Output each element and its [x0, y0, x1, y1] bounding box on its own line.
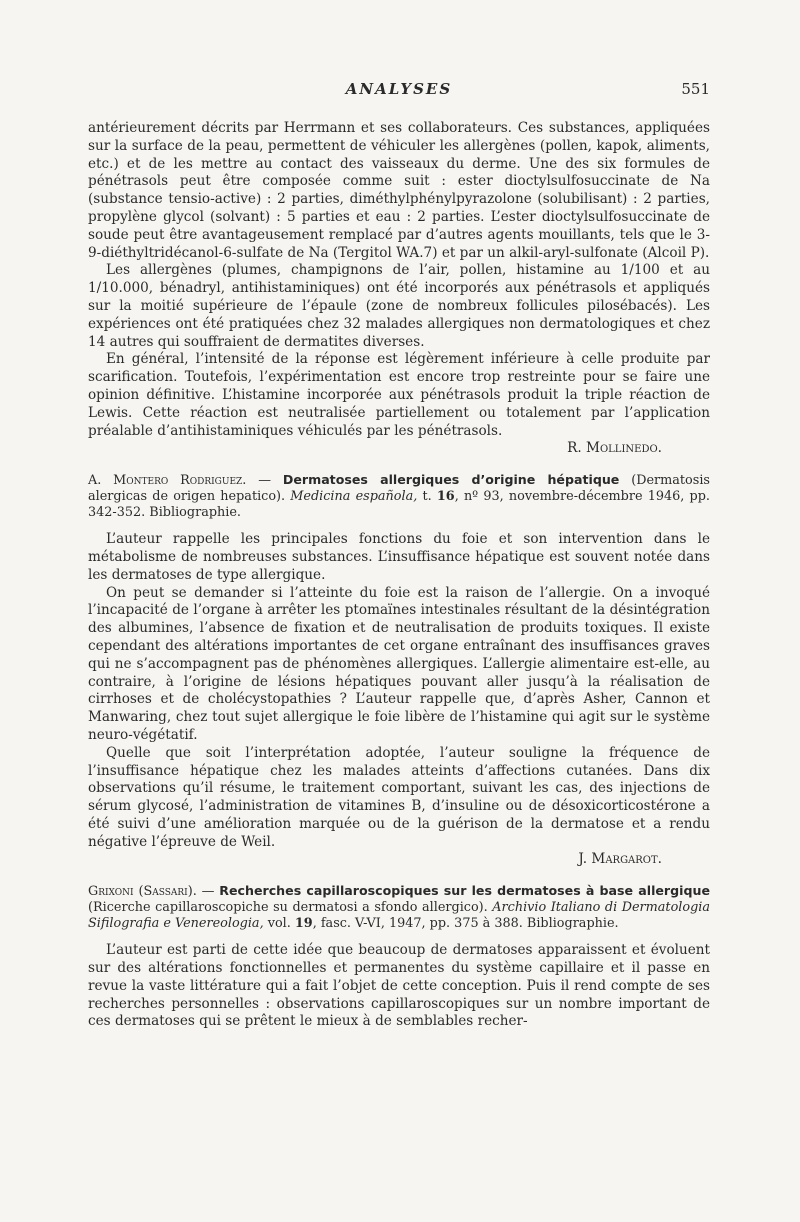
review3-paragraph-1: L’auteur est parti de cette idée que beaucoup de dermatoses apparaissent et évoluent sur des altérations fonctionnelles et permanentes du système capillaire et il passe en revue la vaste littérature qui a fait l’objet de cette conception. Puis il rend compte de ses recherches personnelles : observations capillaroscopiques sur un nombre important de ces dermatoses qui se prêtent le mieux à de semblables recher-	[88, 942, 710, 1030]
running-title: ANALYSES	[345, 80, 453, 98]
review3-volume-prefix: vol.	[263, 916, 295, 932]
review2-volume: 16	[436, 489, 455, 505]
review2-paragraph-1: L’auteur rappelle les principales fonctions du foie et son intervention dans le métabolisme de nombreuses substances. L’insuffisance hépatique est souvent notée dans les dermatoses de type allergique.	[88, 531, 710, 583]
review3-original-title: (Ricerche capillaroscopiche su dermatosi a sfondo allergico).	[88, 900, 493, 916]
review3-details: , fasc. V-VI, 1947, pp. 375 à 388. Bibliographie.	[312, 916, 619, 932]
review1-signature: R. Mollinedo.	[567, 440, 662, 457]
review3-journal: Archivio Italiano di Dermatologia Sifilografia e Venereologia,	[88, 900, 710, 932]
review2-dash: —	[246, 473, 283, 489]
review2-heading	[88, 472, 710, 521]
page-body	[88, 120, 710, 1031]
review2-title: Dermatoses allergiques d’origine hépatique	[282, 472, 620, 488]
review2-volume-prefix: t.	[417, 489, 437, 505]
review3-volume: 19	[294, 916, 313, 932]
review3-heading	[88, 883, 710, 932]
review2-paragraph-3: Quelle que soit l’interprétation adoptée, l’auteur souligne la fréquence de l’insuffisance hépatique chez les malades atteints d’affections cutanées. Dans dix observations qu’il résume, le traitement comportant, suivant les cas, des injections de sérum glycosé, l’administration de vitamines B, d’insuline ou de désoxicorticostérone a été suivi d’une amélioration marquée ou de la guérison de la dermatose et a rendu négative l’épreuve de Weil.	[88, 744, 710, 850]
review1-paragraph-1: antérieurement décrits par Herrmann et ses collaborateurs. Ces substances, appliquées sur la surface de la peau, permettent de véhiculer les allergènes (pollen, kapok, aliments, etc.) et de les mettre au contact des vaisseaux du derme. Une des six formules de pénétrasols peut être composée comme suit : ester dioctylsulfosuccinate de Na (substance tensio-active) : 2 parties, diméthylphénylpyrazolone (solubilisant) : 2 parties, propylène glycol (solvant) : 5 parties et eau : 2 parties. L’ester dioctylsulfosuccinate de soude peut être avantageusement remplacé par d’autres agents mouillants, tels que le 3-9-diéthyltridécanol-6-sulfate de Na (Tergitol WA.7) et par un alkil-aryl-sulfonate (Alcoil P).	[88, 120, 710, 261]
page-header	[88, 78, 710, 100]
review2-details: , nº 93, novembre-décembre 1946, pp. 342-352. Bibliographie.	[88, 489, 710, 521]
review2-journal: Medicina española,	[290, 489, 418, 505]
review2-author: A. Montero Rodriguez.	[88, 473, 247, 489]
review2-signature: J. Margarot.	[578, 851, 662, 868]
review3-dash: —	[196, 884, 220, 900]
review1-paragraph-2: Les allergènes (plumes, champignons de l’air, pollen, histamine au 1/100 et au 1/10.000, bénadryl, antihistaminiques) ont été incorporés aux pénétrasols et appliqués sur la moitié supérieure de l’épaule (zone de nombreux follicules pilosébacés). Les expériences ont été pratiquées chez 32 malades allergiques non dermatologiques et chez 14 autres qui souffraient de dermatites diverses.	[88, 262, 710, 350]
review3-author: Grixoni (Sassari).	[88, 884, 197, 900]
review2-original-title: (Dermatosis alergicas de origen hepatico).	[88, 473, 710, 505]
review2-paragraph-2: On peut se demander si l’atteinte du foie est la raison de l’allergie. On a invoqué l’incapacité de l’organe à arrêter les ptomaïnes intestinales résultant de la désintégration des albumines, l’absence de fixation et de neutralisation de produits toxiques. Il existe cependant des altérations importantes de cet organe entraînant des insuffisances graves qui ne s’accompagnent pas de phénomènes allergiques. L’allergie alimentaire est-elle, au contraire, à l’origine de lésions hépatiques pouvant aller jusqu’à la réalisation de cirrhoses et de cholécystopathies ? L’auteur rappelle que, d’après Asher, Cannon et Manwaring, chez tout sujet allergique le foie libère de l’histamine qui agit sur le système neuro-végétatif.	[88, 584, 710, 743]
review3-title: Recherches capillaroscopiques sur les dermatoses à base allergique	[219, 883, 710, 899]
review1-paragraph-3: En général, l’intensité de la réponse est légèrement inférieure à celle produite par scarification. Toutefois, l’expérimentation est encore trop restreinte pour se faire une opinion définitive. L’histamine incorporée aux pénétrasols produit la triple réaction de Lewis. Cette réaction est neutralisée partiellement ou totalement par l’application préalable d’antihistaminiques véhiculés par les pénétrasols.	[88, 351, 710, 439]
page-number: 551	[681, 80, 710, 98]
